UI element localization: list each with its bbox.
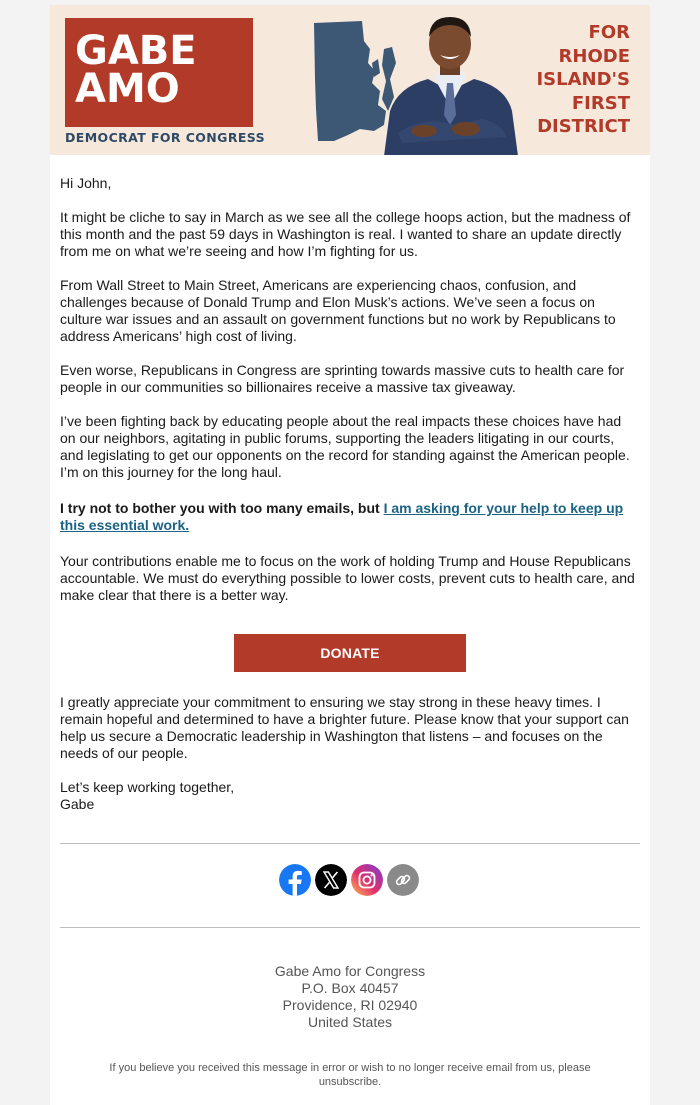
help-link[interactable]: I am asking for your help to keep up this essential work. bbox=[60, 500, 624, 533]
ask-paragraph bbox=[60, 500, 640, 534]
paragraph-2: From Wall Street to Main Street, Americans are experiencing chaos, confusion, and challenges because of Donald Trump and Elon Musk’s actions. We’ve seen a focus on culture war issues and an assault on government functions but no work by Republicans to address Americans’ high cost of living. bbox=[60, 277, 616, 344]
letter-body bbox=[60, 175, 640, 621]
footer-address bbox=[50, 963, 650, 1031]
footer-country: United States bbox=[307, 1014, 393, 1030]
donate-container bbox=[234, 634, 466, 672]
paragraph-3: Even worse, Republicans in Congress are sprinting towards massive cuts to health care for people in our communities so billionaires receive a massive tax giveaway. bbox=[60, 362, 625, 395]
paragraph-1: It might be cliche to say in March as we see all the college hoops action, but the madness of this month and the past 59 days in Washington is real. I wanted to share an update directly from me on what we’re seeing and how I’m fighting for us. bbox=[60, 209, 631, 259]
logo-text: GABE AMO bbox=[75, 28, 197, 112]
greeting: Hi John, bbox=[60, 175, 112, 191]
campaign-logo bbox=[65, 18, 253, 127]
x-icon[interactable] bbox=[315, 864, 347, 896]
paragraph-6: I greatly appreciate your commitment to ensuring we stay strong in these heavy times. I remain hopeful and determined to have a brighter future. Please know that your support can help us secure a Democratic leadership in Washington that listens – and focuses on the needs of our people. bbox=[60, 694, 629, 761]
candidate-photo bbox=[384, 11, 519, 155]
email-card bbox=[50, 5, 650, 1105]
divider-top bbox=[60, 843, 640, 844]
social-links bbox=[279, 864, 419, 896]
letter-closing bbox=[60, 694, 640, 830]
paragraph-5: Your contributions enable me to focus on the work of holding Trump and House Republicans accountable. We must do everything possible to lower costs, prevent cuts to health care, and make clear that there is a better way. bbox=[60, 553, 635, 603]
divider-bottom bbox=[60, 927, 640, 928]
ask-text: I try not to bother you with too many emails, but bbox=[60, 500, 384, 516]
footer-org: Gabe Amo for Congress bbox=[274, 963, 426, 979]
header-banner bbox=[50, 5, 650, 155]
unsubscribe-note[interactable]: If you believe you received this message in error or wish to no longer receive email from us, please unsubscribe. bbox=[109, 1062, 591, 1088]
link-icon[interactable] bbox=[387, 864, 419, 896]
district-title: FOR RHODE ISLAND'S FIRST DISTRICT bbox=[536, 22, 630, 137]
instagram-icon[interactable] bbox=[351, 864, 383, 896]
footer-city: Providence, RI 02940 bbox=[282, 997, 418, 1013]
donate-button[interactable]: DONATE bbox=[234, 634, 466, 672]
tagline: DEMOCRAT FOR CONGRESS bbox=[65, 130, 266, 145]
signoff: Let’s keep working together, Gabe bbox=[60, 779, 235, 812]
footer-po-box: P.O. Box 40457 bbox=[301, 980, 399, 996]
facebook-icon[interactable] bbox=[279, 864, 311, 896]
paragraph-4: I’ve been fighting back by educating people about the real impacts these choices have had on our neighbors, agitating in public forums, supporting the leaders litigating in our courts, and legislating to get our opponents on the record for standing against the American people. I’m on this journey for the long haul. bbox=[60, 413, 630, 480]
